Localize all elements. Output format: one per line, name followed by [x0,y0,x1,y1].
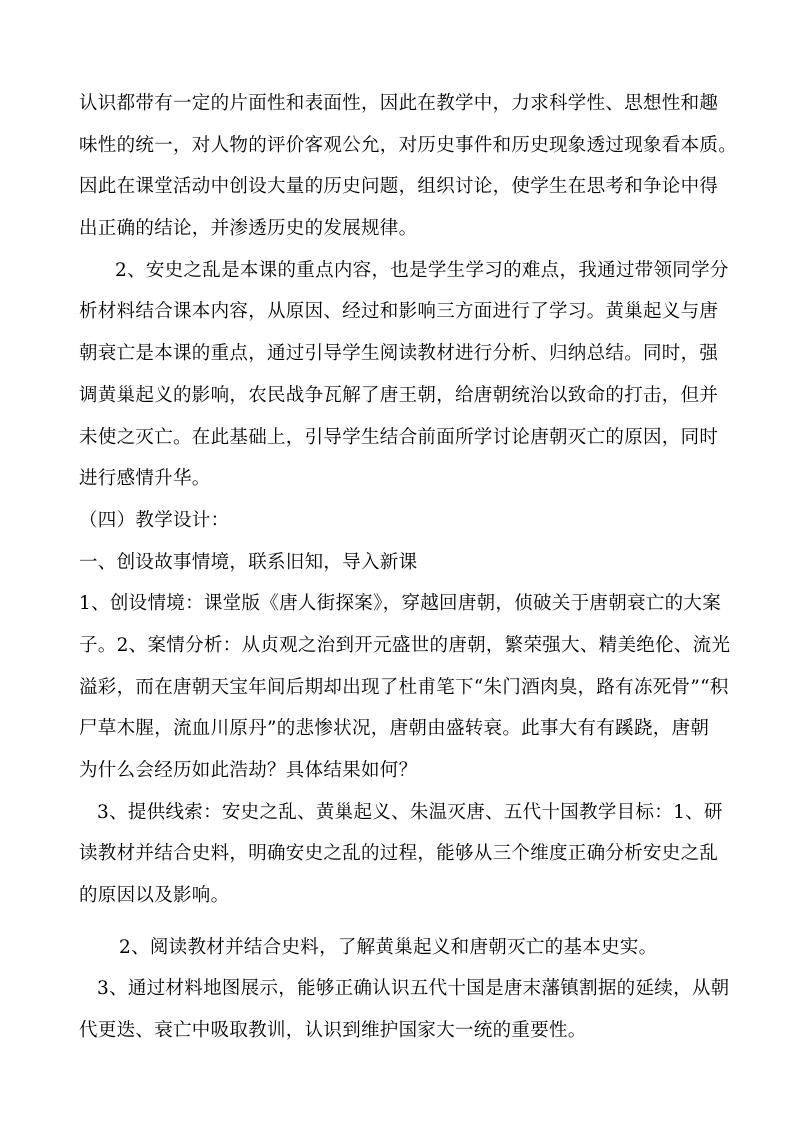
text-line: 未使之灭亡。在此基础上，引导学生结合前面所学讨论唐朝灭亡的原因，同时 [79,426,719,448]
paragraph-objective-3 [79,968,730,1051]
text-line: 析材料结合课本内容，从原因、经过和影响三方面进行了学习。黄巢起义与唐 [79,301,719,323]
text-line: 3、通过材料地图展示，能够正确认识五代十国是唐末藩镇割据的延续，从朝 [97,978,730,1000]
section-heading: （四）教学设计： [79,509,230,531]
text-line: 朝衰亡是本课的重点，通过引导学生阅读教材进行分析、归纳总结。同时，强 [79,343,719,365]
text-line: 的原因以及影响。 [79,885,230,907]
paragraph-clues-objectives [79,792,727,917]
text-line: 读教材并结合史料，明确安史之乱的过程，能够从三个维度正确分析安史之乱 [79,843,719,865]
paragraph-objective-2 [79,927,727,969]
text-line: 调黄巢起义的影响，农民战争瓦解了唐王朝，给唐朝统治以致命的打击，但并 [79,384,719,406]
paragraph-teaching-approach [79,83,738,250]
text-line: 出正确的结论，并渗透历史的发展规律。 [79,218,418,240]
document-body [79,83,738,1052]
text-line: 3、提供线索：安史之乱、黄巢起义、朱温灭唐、五代十国教学目标：1、研 [97,801,723,823]
text-line: 子。2、案情分析：从贞观之治到开元盛世的唐朝，繁荣强大、精美绝伦、流光 [79,634,731,656]
text-line: 认识都带有一定的片面性和表面性，因此在教学中，力求科学性、思想性和趣 [79,93,719,114]
text-line: 2、阅读教材并结合史料，了解黄巢起义和唐朝灭亡的基本史实。 [119,936,658,958]
subsection-heading: 一、创设故事情境，联系旧知，导入新课 [79,551,418,573]
paragraph-scenario [79,583,731,791]
section-headings [79,500,727,583]
spacer [79,917,727,927]
text-line: 1、创设情境：课堂版《唐人街探案》，穿越回唐朝，侦破关于唐朝衰亡的大案 [79,593,722,615]
text-line: 代更迭、衰亡中吸取教训，认识到维护国家大一统的重要性。 [79,1020,587,1042]
text-line: 味性的统一，对人物的评价客观公允，对历史事件和历史现象透过现象看本质。 [79,134,738,156]
paragraph-key-points [79,250,727,500]
text-line: 进行感情升华。 [79,468,211,490]
text-line: 因此在课堂活动中创设大量的历史问题，组织讨论，使学生在思考和争论中得 [79,176,719,198]
text-line: 溢彩，而在唐朝天宝年间后期却出现了杜甫笔下“朱门酒肉臭，路有冻死骨”“积 [79,676,729,698]
text-line: 为什么会经历如此浩劫？具体结果如何？ [79,760,418,781]
text-line: 尸草木腥，流血川原丹”的悲惨状况，唐朝由盛转衰。此事大有有蹊跷，唐朝 [79,718,710,740]
text-line: 2、安史之乱是本课的重点内容，也是学生学习的难点，我通过带领同学分 [115,259,729,281]
